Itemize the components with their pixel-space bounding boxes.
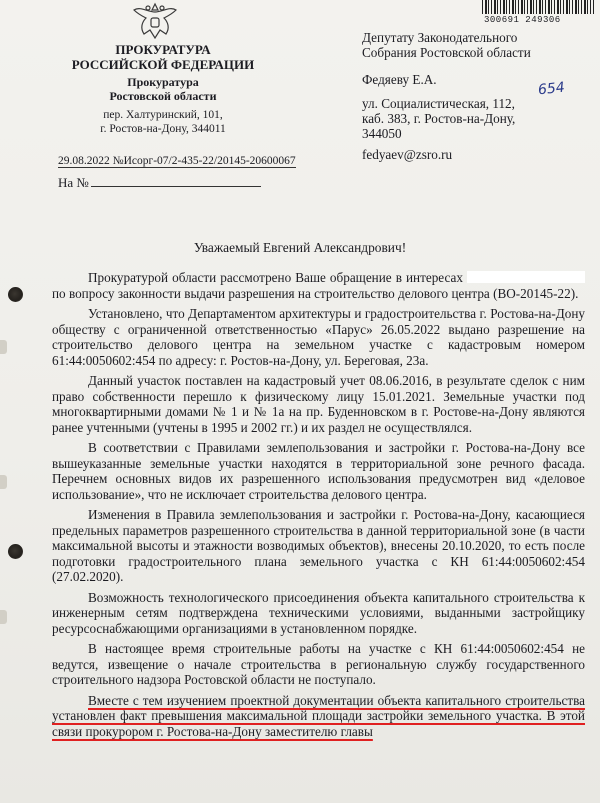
sender-suborg-line1: Прокуратура [127,75,199,89]
barcode [482,0,594,14]
recipient-name: Федяеву Е.А. [362,72,437,87]
paragraph-8-highlighted: Вместе с тем изучением проектной документации объекта капитального строительства установлен факт превышения максимальной площади застройки земельного участка. В этой связи прокурором г. Ростова-на-Дону заместителю главы [52,692,585,739]
sender-suborg-line2: Ростовской области [109,89,217,103]
binder-mark [0,475,7,489]
letter-body [52,270,585,744]
handwritten-registration-number: 654 [537,79,566,99]
paragraph-5: Изменения в Правила землепользования и застройки г. Ростова-на-Дону, касающиеся предельных параметров разрешенного строительства в данной территориальной зоне (в части максимальной высоты и этажности возводимых объектов), внесены 20.10.2020, то есть после подготовки градостроительного плана земельного участка с КН 61:44:0050602:454 (27.02.2020). [52,507,585,584]
reference-blank-line [91,174,261,187]
binder-mark [0,610,7,624]
paragraph-3: Данный участок поставлен на кадастровый учет 08.06.2016, в результате сделок с ним право собственности перешло к физическому лицу 15.01.2021. Земельные участки под многоквартирными домами № 1 и № 1а на пр. Буденновском в г. Ростове-на-Дону являются ранее учтенными (учтены в 1995 и 2002 гг.) и их раздел не осуществлялся. [52,373,585,435]
recipient-address-line2: каб. 383, г. Ростов-на-Дону, [362,111,516,126]
sender-address-line1: пер. Халтуринский, 101, [103,109,223,121]
punch-hole [8,287,23,302]
paragraph-1-start: Прокуратурой области рассмотрено Ваше обращение в интересах [88,270,463,285]
paragraph-1-end: по вопросу законности выдачи разрешения на строительство делового центра (ВО-20145-22). [52,285,579,301]
paragraph-1 [52,270,585,301]
greeting: Уважаемый Евгений Александрович! [193,240,407,255]
paragraph-6: Возможность технологического присоединения объекта капитального строительства к инженерным сетям подтверждена техническими условиями, выданными застройщику ресурсоснабжающими организациями в установленном порядке. [52,589,585,636]
sender-address-line2: г. Ростов-на-Дону, 344011 [100,123,226,135]
sender-org [58,42,268,72]
sender-org-line2: РОССИЙСКОЙ ФЕДЕРАЦИИ [71,57,255,72]
paragraph-7: В настоящее время строительные работы на участке с КН 61:44:0050602:454 не ведутся, извещение о начале строительства в региональную службу государственного строительного надзора Ростовской области не поступало. [52,641,585,687]
paragraph-4: В соответствии с Правилами землепользования и застройки г. Ростова-на-Дону все вышеуказанные земельные участки находятся в территориальной зоне речного фасада. Перечнем основных видов их разрешенного использования предусмотрен вид «деловое использование», что не исключает строительства делового центра. [52,440,585,502]
recipient-email: fedyaev@zsro.ru [362,147,453,162]
paragraph-2: Установлено, что Департаментом архитектуры и градостроительства г. Ростова-на-Дону обществу с ограниченной ответственностью «Парус» 26.05.2022 выдано разрешение на строительство делового центра на земельном участке с кадастровым номером 61:44:0050602:454 по адресу: г. Ростов-на-Дону, ул. Береговая, 23а. [52,306,585,368]
reference-label: На № [58,175,89,190]
binder-mark [0,340,7,354]
barcode-number: 300691 249306 [484,15,561,25]
recipient-title-line1: Депутату Законодательного [362,30,518,45]
recipient-address-line3: 344050 [362,126,402,141]
outgoing-number: 29.08.2022 №Исорг-07/2-435-22/20145-20600067 [58,155,296,167]
punch-hole [8,544,23,559]
recipient-title [362,30,531,60]
reference-number [58,174,261,191]
sender-suborg [58,75,268,103]
recipient-address-line1: ул. Социалистическая, 112, [362,96,515,111]
redacted-name [467,271,585,283]
sender-address [58,108,268,136]
recipient-address [362,96,515,141]
recipient-title-line2: Собрания Ростовской области [362,45,531,60]
sender-org-line1: ПРОКУРАТУРА [115,42,211,57]
coat-of-arms-icon [130,0,180,40]
